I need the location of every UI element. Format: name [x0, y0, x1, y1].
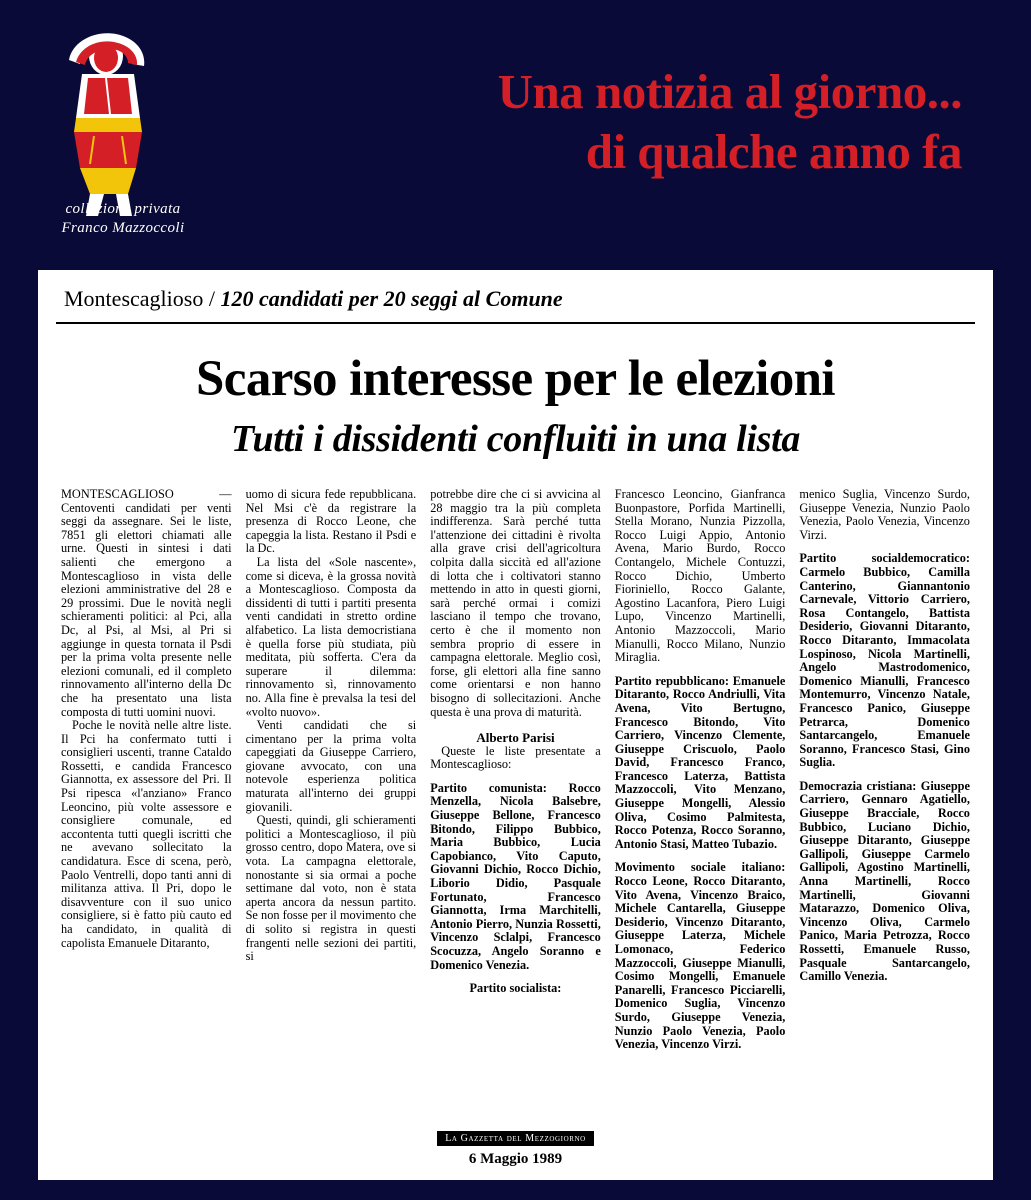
- credit-line-1: collezione privata: [65, 201, 181, 217]
- clipping-footer: [38, 1128, 993, 1168]
- private-collection-credit: [48, 200, 198, 238]
- party-list-msi: [615, 861, 786, 1051]
- column-3: [423, 488, 608, 1138]
- party-list-communist: [430, 782, 601, 972]
- party-label: Partito repubblicano:: [614, 673, 729, 688]
- party-candidates: Carmelo Bubbico, Camilla Canterino, Giannantonio Carnevale, Vittorio Carriero, Rosa Contangelo, Battista Desiderio, Giovanni Ditaranto, Rocco Ditaranto, Immacolata Lospinoso, Nicola Martinelli, Angelo Mastrodomenico, Domenico Mianulli, Francesco Montemurro, Vincenzo Natale, Francesco Panico, Giuseppe Petrarca, Domenico Santarcangelo, Emanuele Soranno, Francesco Stasi, Gino Suglia.: [799, 564, 970, 770]
- party-candidates-msi-cont: menico Suglia, Vincenzo Surdo, Giuseppe Venezia, Nunzio Paolo Venezia, Paolo Venezia, Vincenzo Virzi.: [799, 488, 970, 542]
- byline: Alberto Parisi: [476, 730, 555, 746]
- party-candidates: Rocco Menzella, Nicola Balsebre, Giuseppe Bellone, Francesco Bitondo, Filippo Bubbico, Maria Bubbico, Lucia Capobianco, Vito Caputo, Giovanni Dichio, Rocco Dichio, Liborio Didio, Pasquale Fortunato, Francesco Giannotta, Irma Marchitelli, Antonio Pierro, Nunzia Rossetti, Vincenzo Sclalpi, Francesco Scocuzza, Angelo Soranno e Domenico Venezia.: [430, 780, 601, 972]
- column-2: [239, 488, 424, 1138]
- party-label: Partito socialdemocratico:: [799, 551, 970, 566]
- party-label-socialist: Partito socialista:: [469, 981, 562, 996]
- party-label: Movimento sociale italiano:: [614, 860, 786, 875]
- article-body: [54, 488, 977, 1138]
- newspaper-name: La Gazzetta del Mezzogiorno: [437, 1131, 594, 1146]
- paragraph: Questi, quindi, gli schieramenti politici a Montescaglioso, il più grosso centro, dopo Matera, ove si vota. La campagna elettorale, nonostante si sia ormai a poche settimane dal voto, non è stata aperta ancora da nessun partito. Se non fosse per il movimento che di solito si registra in questi frangenti nelle sezioni dei partiti, si: [245, 813, 417, 964]
- article-headline: Scarso interesse per le elezioni: [196, 351, 835, 407]
- credit-line-2: Franco Mazzoccoli: [61, 220, 185, 236]
- masthead: [0, 0, 1031, 258]
- party-candidates: Rocco Leone, Rocco Ditaranto, Vito Avena, Vincenzo Braico, Michele Cantarella, Giuseppe Desiderio, Vincenzo Ditaranto, Giuseppe Laterza, Michele Lomonaco, Federico Mazzoccoli, Giuseppe Mianulli, Cosimo Mongelli, Emanuele Panarelli, Francesco Picciarelli, Domenico Suglia, Vincenzo Surdo, Giuseppe Venezia, Nunzio Paolo Venezia, Paolo Venezia, Vincenzo Virzi.: [614, 874, 786, 1052]
- column-4: [608, 488, 793, 1138]
- article-subhead: Tutti i dissidenti confluiti in una lista: [230, 418, 801, 460]
- paragraph: [61, 488, 232, 719]
- paragraph-text: MONTESCAGLIOSO — Centoventi candidati per venti seggi da assegnare. Sei le liste, 7851 gli elettori chiamati alle urne. Questi in sintesi i dati salienti che emergono a Montescaglioso in vista delle elezioni amministrative del 28 e 29 prossimi. Due le novità negli schieramenti politici: al Pci, alla Dc, al Psi, al Msi, al Pri si aggiunge in questa tornata il Psdi per la prima volta presente nelle elezioni comunali, ed il completo rinnovamento all'interno della Dc che ha presentato una lista composta di tutti uomini nuovi.: [61, 488, 232, 719]
- divider: [56, 322, 975, 324]
- party-candidates-socialist: Francesco Leoncino, Gianfranca Buonpastore, Porfida Martinelli, Stella Morano, Nunzia Pizzolla, Rocco Luigi Appio, Antonio Avena, Mario Burdo, Rocco Contangelo, Michele Contuzzi, Rocco Dichio, Umberto Fioriniello, Rocco Galante, Agostino Lacanfora, Piero Luigi Lupo, Vincenzo Martinelli, Antonio Mazzoccoli, Mario Mianulli, Rocco Milano, Nunzio Miraglia.: [614, 488, 786, 665]
- title-line-2: di qualche anno fa: [585, 124, 962, 179]
- paragraph: uomo di sicura fede repubblicana. Nel Msi c'è da registrare la presenza di Rocco Leone, che capeggia la lista. Restano il Psdi e la Dc.: [245, 488, 417, 556]
- party-candidates: Giuseppe Carriero, Gennaro Agatiello, Giuseppe Bracciale, Rocco Bubbico, Luciano Dichio, Giuseppe Ditaranto, Giuseppe Gallipoli, Giuseppe Carmelo Gallipoli, Agostino Martinelli, Anna Martinelli, Rocco Martinelli, Giovanni Matarazzo, Domenico Oliva, Vincenzo Oliva, Carmelo Panico, Maria Petrozza, Rocco Rossetti, Emanuele Russo, Pasquale Santarcangelo, Camillo Venezia.: [799, 778, 970, 984]
- party-candidates: Emanuele Ditaranto, Rocco Andriulli, Vita Avena, Vito Bertugno, Francesco Bitondo, Vito Carriero, Vincenzo Clemente, Giuseppe Criscuolo, Paolo David, Francesco Franco, Francesco Laterza, Battista Mazzoccoli, Vito Menzano, Giuseppe Mongelli, Alessio Oliva, Cosimo Palmitesta, Rocco Potenza, Rocco Soranno, Antonio Stasi, Matteo Tubazio.: [614, 673, 786, 851]
- paragraph: Venti candidati che si cimentano per la prima volta capeggiati da Giuseppe Carriero, giovane avvocato, con una notevole esperienza politica maturata all'interno dei gruppi giovanili.: [245, 718, 417, 814]
- party-list-republican: [615, 675, 786, 852]
- column-5: [792, 488, 977, 1138]
- paragraph: La lista del «Sole nascente», come si diceva, è la grossa novità a Montescaglioso. Composta da dissidenti di tutti i partiti presenta venti candidati in stretto ordine alfabetico. La lista democristiana è quella forse più studiata, più meditata, più sofferta. C'era da superare il dilemma: rinnovamento sì, rinnovamento no. Alla fine è prevalsa la tesi del «volto nuovo».: [245, 554, 417, 719]
- paragraph: Poche le novità nelle altre liste. Il Pci ha confermato tutti i consiglieri uscenti, tranne Cataldo Rossetti, e candida Francesco Giannotta, ex assessore del Pri. Il Psi ripesca «l'anziano» Franco Leoncino, più volte assessore e consigliere comunale, ed accontenta tutti quegli iscritti che ne avevano sollecitato la candidatura. Esce di scena, però, Paolo Ventrelli, dopo tanti anni di militanza attiva. Il Pri, dopo le disavventure con il suo unico consigliere, si è fatto più cauto ed ha candidato, in qualità di capolista Emanuele Ditaranto,: [61, 718, 232, 950]
- party-label: Democrazia cristiana:: [799, 778, 917, 793]
- kicker-subject: 120 candidati per 20 seggi al Comune: [220, 286, 563, 311]
- kicker: [54, 280, 977, 318]
- publication-date: 6 Maggio 1989: [468, 1151, 563, 1167]
- newspaper-clipping: [38, 270, 993, 1180]
- party-list-dc: [799, 780, 970, 984]
- kicker-location: Montescaglioso /: [64, 286, 215, 311]
- party-label: Partito comunista:: [430, 780, 547, 795]
- title-line-1: Una notizia al giorno...: [497, 64, 962, 119]
- party-list-psdi: [799, 552, 970, 770]
- paragraph: Queste le liste presentate a Montescaglioso:: [430, 743, 601, 772]
- column-1: [54, 488, 239, 1138]
- page-title: [200, 62, 1000, 182]
- paragraph: potrebbe dire che ci si avvicina al 28 maggio tra la più completa indifferenza. Sarà perché tutta l'attenzione dei cittadini è rivolta alla grave crisi dell'agricoltura colpita dalla siccità ed all'azione di lotta che i coltivatori stanno mettendo in atto in questi giorni, sarà perché ormai i comizi lasciano il tempo che trovano, certo è che il momento non sembra proprio di essere in campagna elettorale. Meglio così, forse, gli elettori alla fine sanno come orientarsi e non hanno bisogno di sollecitazioni. Anche questa è una prova di maturità.: [430, 488, 601, 719]
